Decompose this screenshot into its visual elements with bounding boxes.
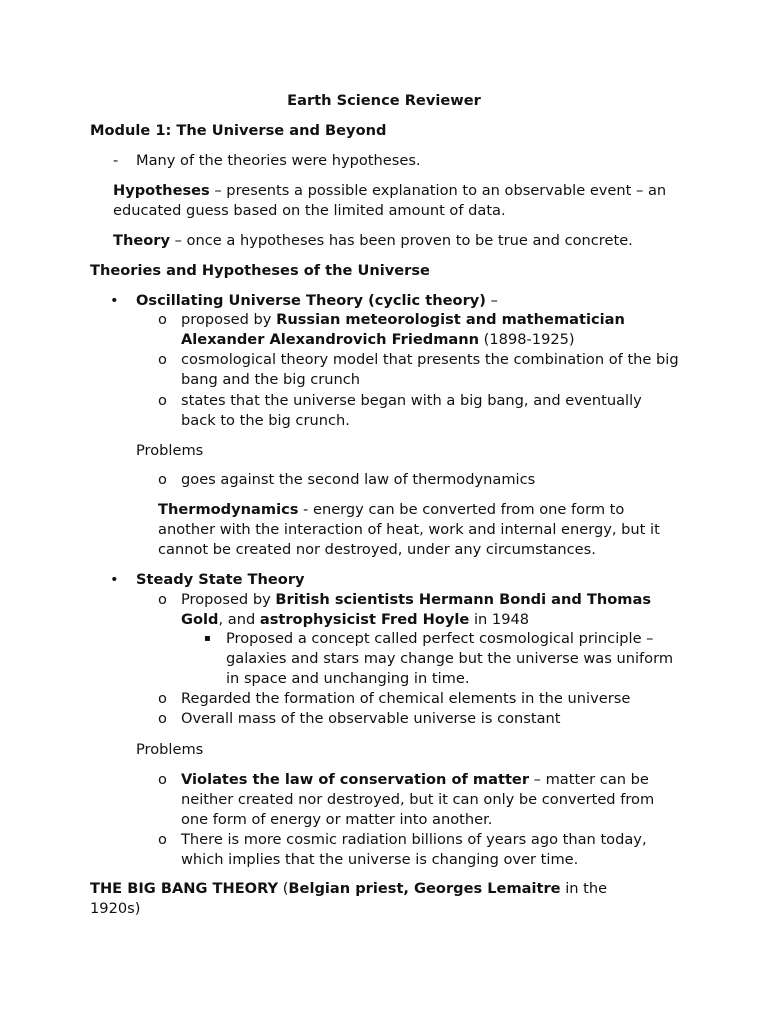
thermodynamics-text: - energy can be converted from one form to another with the interaction of heat, work and internal energy, but it cannot be created nor destroyed, under any circumstances.: [158, 501, 660, 558]
steady-title-text: Steady State Theory: [136, 571, 305, 588]
steady-item-proposed: [181, 590, 681, 630]
steady-problem-conservation: [181, 770, 681, 830]
section-heading: [90, 261, 430, 281]
steady-problem-radiation: There is more cosmic radiation billions of years ago than today, which implies that the universe is changing over time.: [181, 831, 647, 868]
sub-marker-o: o: [158, 710, 167, 727]
theory-text: – once a hypotheses has been proven to be true and concrete.: [169, 232, 633, 249]
steady-item-formation: Regarded the formation of chemical elements in the universe: [181, 690, 631, 707]
oscillating-title: [136, 291, 696, 311]
oscillating-item-states: states that the universe began with a big bang, and eventually back to the big crunch.: [181, 392, 642, 429]
oscillating-item1-suffix: (1898-1925): [479, 331, 575, 348]
thermodynamics-term: Thermodynamics: [158, 501, 299, 518]
document-title: Earth Science Reviewer: [287, 92, 481, 109]
oscillating-item1-prefix: proposed by: [181, 311, 277, 328]
dash-marker: -: [113, 152, 119, 169]
section-heading-text: Theories and Hypotheses of the Universe: [90, 262, 430, 279]
sub-marker-o: o: [158, 771, 167, 788]
steady-problem1-bold: Violates the law of conservation of matter: [181, 771, 530, 788]
oscillating-item-proposed: [181, 310, 671, 350]
bigbang-heading-text: THE BIG BANG THEORY: [90, 880, 279, 897]
steady-problems-label: Problems: [136, 741, 204, 758]
steady-item1-bold1: British scientists Hermann Bondi and Thomas Gold: [181, 591, 652, 628]
steady-item1-suffix: in 1948: [469, 611, 530, 628]
hypotheses-definition: [113, 181, 679, 221]
hypotheses-text: – presents a possible explanation to an observable event – an educated guess based on the limited amount of data.: [113, 182, 667, 219]
sub-marker-o: o: [158, 311, 167, 328]
sub-marker-o: o: [158, 351, 167, 368]
bullet-oscillating: •: [110, 292, 119, 309]
thermodynamics-definition: [158, 500, 683, 560]
steady-item-mass: Overall mass of the observable universe is constant: [181, 710, 561, 727]
oscillating-title-text: Oscillating Universe Theory (cyclic theory): [136, 292, 486, 309]
steady-item1-mid: , and: [218, 611, 260, 628]
dash-item: Many of the theories were hypotheses.: [136, 152, 421, 169]
hypotheses-term: Hypotheses: [113, 182, 210, 199]
theory-definition: [113, 231, 679, 251]
sub-marker-o: o: [158, 471, 167, 488]
steady-problem1-rest: – matter can be neither created nor destroyed, but it can only be converted from one form of energy or matter into another.: [181, 771, 655, 828]
steady-title: [136, 570, 696, 590]
oscillating-problems-label: Problems: [136, 442, 204, 459]
module-heading-text: Module 1: The Universe and Beyond: [90, 122, 387, 139]
oscillating-title-suffix: –: [485, 292, 498, 309]
oscillating-item-model: cosmological theory model that presents the combination of the big bang and the big crunch: [181, 351, 679, 388]
oscillating-item1-bold: Russian meteorologist and mathematician Alexander Alexandrovich Friedmann: [181, 311, 625, 348]
module-heading: [90, 121, 386, 141]
theory-term: Theory: [113, 232, 170, 249]
sub-marker-o: o: [158, 591, 167, 608]
sub-marker-o: o: [158, 690, 167, 707]
bigbang-open-paren: (: [278, 880, 289, 897]
sub-sub-marker-square: ▪: [204, 633, 211, 644]
bigbang-rest: in the 1920s): [90, 880, 608, 917]
bullet-steady: •: [110, 571, 119, 588]
sub-marker-o: o: [158, 831, 167, 848]
bigbang-bold-part: Belgian priest, Georges Lemaitre: [288, 880, 561, 897]
oscillating-problem-1: goes against the second law of thermodynamics: [181, 471, 536, 488]
steady-item1-bold2: astrophysicist Fred Hoyle: [259, 611, 470, 628]
bigbang-heading: [90, 879, 650, 919]
steady-item1-prefix: Proposed by: [181, 591, 276, 608]
sub-marker-o: o: [158, 392, 167, 409]
steady-subsub-principle: Proposed a concept called perfect cosmological principle – galaxies and stars may change but the universe was uniform in space and unchanging in time.: [226, 630, 674, 687]
